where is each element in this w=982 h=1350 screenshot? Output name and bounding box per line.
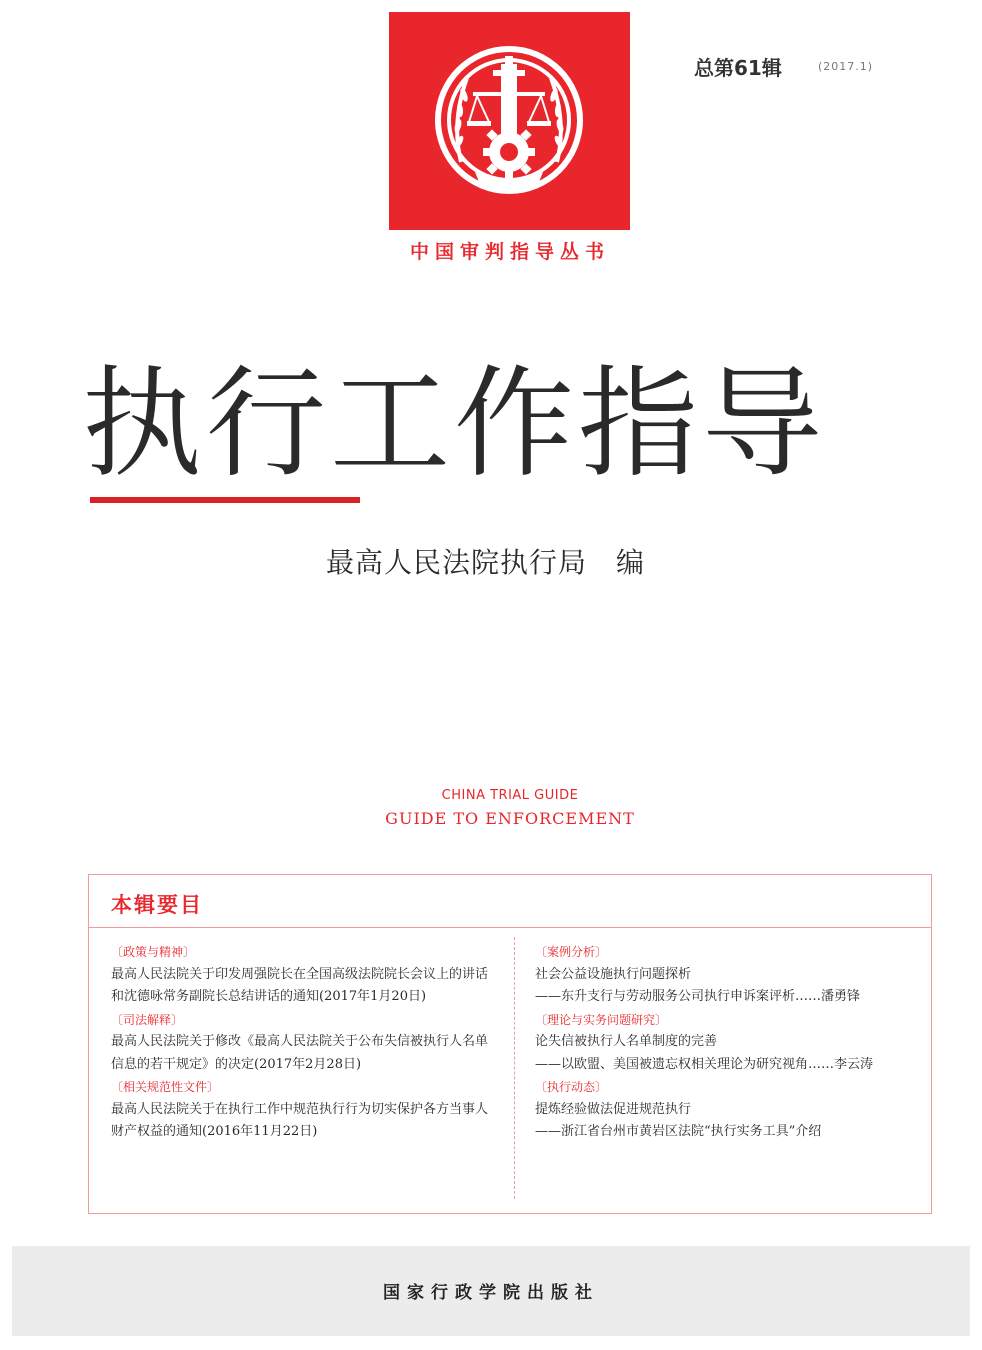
contents-header xyxy=(89,875,931,928)
english-title: GUIDE TO ENFORCEMENT xyxy=(385,809,635,828)
toc-entry: ——以欧盟、美国被遗忘权相关理论为研究视角……李云涛 xyxy=(535,1056,874,1072)
court-emblem xyxy=(389,12,630,230)
contents-title: 本辑要目 xyxy=(111,893,203,917)
footer-band xyxy=(12,1246,970,1336)
editor-line: 最高人民法院执行局 编 xyxy=(326,546,646,579)
toc-category: 〔政策与精神〕 xyxy=(111,945,196,959)
toc-entry: 论失信被执行人名单制度的完善 xyxy=(535,1034,718,1049)
toc-category: 〔相关规范性文件〕 xyxy=(111,1080,220,1094)
toc-entry: 社会公益设施执行问题探析 xyxy=(535,966,692,982)
english-series: CHINA TRIAL GUIDE xyxy=(441,788,579,803)
contents-left-column xyxy=(111,941,489,1144)
issue-number: 总第61辑 xyxy=(694,56,782,80)
toc-category: 〔司法解释〕 xyxy=(111,1012,184,1027)
toc-entry: 最高人民法院关于印发周强院长在全国高级法院院长会议上的讲话和沈德咏常务副院长总结讲话的通知(2017年1月20日) xyxy=(111,966,489,1004)
publisher-name: 国家行政学院出版社 xyxy=(383,1283,599,1303)
toc-category: 〔执行动态〕 xyxy=(535,1080,608,1094)
series-name: 中国审判指导丛书 xyxy=(409,241,610,263)
book-title: 执行工作指导 xyxy=(82,355,826,494)
court-emblem-icon xyxy=(389,12,630,230)
toc-entry: 最高人民法院关于修改《最高人民法院关于公布失信被执行人名单信息的若干规定》的决定(2017年2月28日) xyxy=(111,1034,489,1072)
toc-entry: 提炼经验做法促进规范执行 xyxy=(535,1101,692,1117)
column-divider xyxy=(514,937,515,1199)
title-underline xyxy=(90,497,360,503)
contents-right-column xyxy=(535,941,915,1144)
toc-entry: 最高人民法院关于在执行工作中规范执行行为切实保护各方当事人财产权益的通知(2016年11月22日) xyxy=(111,1101,489,1139)
toc-entry: ——东升支行与劳动服务公司执行申诉案评析……潘勇锋 xyxy=(535,989,861,1004)
toc-category: 〔案例分析〕 xyxy=(535,945,608,959)
toc-category: 〔理论与实务问题研究〕 xyxy=(535,1012,668,1027)
issue-date: (2017.1) xyxy=(818,60,874,73)
toc-entry: ——浙江省台州市黄岩区法院“执行实务工具”介绍 xyxy=(535,1124,822,1139)
contents-box xyxy=(88,874,932,1214)
